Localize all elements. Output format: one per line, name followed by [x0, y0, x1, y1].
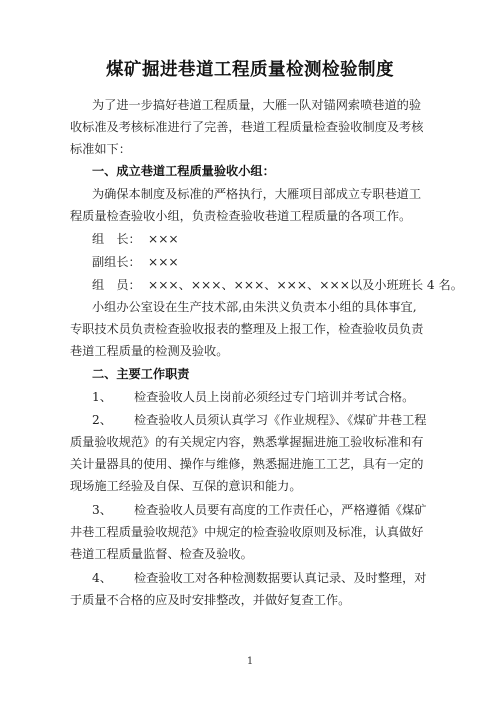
- section-1-para-line-1: 为确保本制度及标准的严格执行，大雁项目部成立专职巷道工: [92, 187, 422, 201]
- member-row-deputy: [92, 254, 179, 270]
- duty-item-2-line-1: [92, 412, 427, 428]
- document-title: 煤矿掘进巷道工程质量检测检验制度: [106, 60, 394, 80]
- office-line-1: 小组办公室设在生产技术部,由朱洪义负责本小组的具体事宜,: [92, 300, 417, 314]
- duty-item-number: 1、: [92, 390, 112, 404]
- section-2-heading: 二、主要工作职责: [92, 367, 190, 381]
- member-value: ×××、×××、×××、×××、×××以及小班班长 4 名。: [148, 278, 463, 292]
- duty-item-text: 检查验收人员上岗前必须经过专门培训并考试合格。: [134, 390, 415, 404]
- duty-item-4-line-1: [92, 570, 427, 586]
- page-number: 1: [246, 656, 254, 667]
- member-row-leader: [92, 231, 179, 247]
- section-1-para-line-2: 程质量检查验收小组，负责检查验收巷道工程质量的各项工作。: [70, 209, 412, 223]
- duty-item-number: 4、: [92, 571, 112, 585]
- duty-item-1-line-1: [92, 389, 414, 405]
- member-role: 组 员：: [92, 278, 141, 292]
- intro-line-2: 收标准及考核标准进行了完善，巷道工程质量检查验收制度及考核: [70, 120, 424, 134]
- duty-item-number: 3、: [92, 503, 112, 517]
- member-row-staff: [92, 277, 463, 293]
- duty-item-2-line-2: 质量验收规范》的有关规定内容，熟悉掌握掘进施工验收标准和有: [70, 435, 424, 449]
- member-value: ×××: [148, 232, 179, 246]
- office-line-2: 专职技术员负责检查验收报表的整理及上报工作，检查验收员负责: [70, 322, 424, 336]
- member-value: ×××: [148, 255, 179, 269]
- office-line-3: 巷道工程质量的检测及验收。: [70, 344, 229, 358]
- duty-item-4-line-2: 于质量不合格的应及时安排整改，并做好复查工作。: [70, 593, 351, 607]
- duty-item-3-line-2: 井巷工程质量验收规范》中规定的检查验收原则及标准，认真做好: [70, 525, 424, 539]
- duty-item-3-line-3: 巷道工程质量监督、检查及验收。: [70, 547, 253, 561]
- member-role: 副组长：: [92, 255, 141, 269]
- duty-item-text: 检查验收人员要有高度的工作责任心，严格遵循《煤矿: [134, 503, 427, 517]
- intro-line-3: 标准如下：: [70, 142, 131, 156]
- duty-item-2-line-4: 现场施工经验及自保、互保的意识和能力。: [70, 479, 302, 493]
- section-1-heading: 一、成立巷道工程质量验收小组：: [92, 164, 275, 178]
- intro-line-1: 为了进一步搞好巷道工程质量，大雁一队对锚网索喷巷道的验: [92, 98, 422, 112]
- duty-item-text: 检查验收人员须认真学习《作业规程》、《煤矿井巷工程: [134, 413, 427, 427]
- duty-item-3-line-1: [92, 502, 427, 518]
- duty-item-number: 2、: [92, 413, 112, 427]
- duty-item-2-line-3: 关计量器具的使用、操作与维修，熟悉掘进施工工艺，具有一定的: [70, 457, 424, 471]
- member-role: 组 长：: [92, 232, 141, 246]
- duty-item-text: 检查验收工对各种检测数据要认真记录、及时整理，对: [134, 571, 427, 585]
